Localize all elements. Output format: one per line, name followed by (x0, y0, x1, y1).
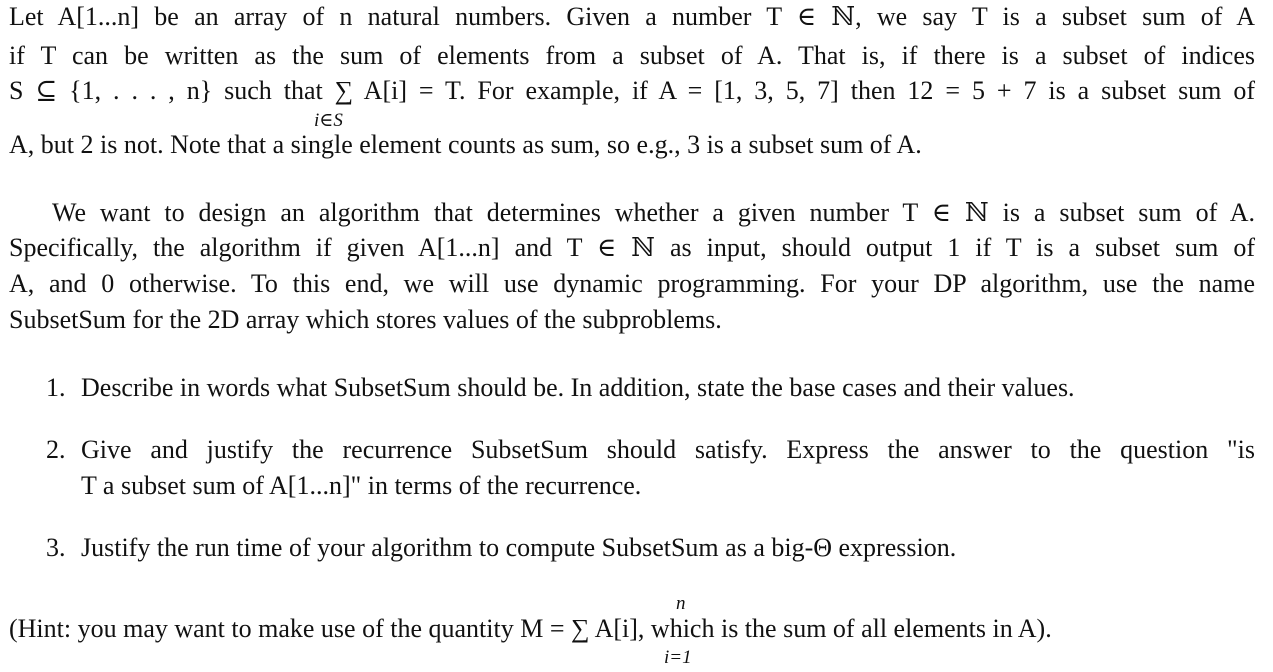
item-1-number: 1. (46, 373, 66, 402)
paragraph-1-line-3: S ⊆ {1, . . . , n} such that ∑ A[i] = T. For example, if A = [1, 3, 5, 7] then 12 = 5 + 7 is a subset sum of (9, 76, 1255, 105)
item-3-number: 3. (46, 533, 66, 562)
item-1-text: Describe in words what SubsetSum should be. In addition, state the base cases and their values. (81, 373, 1075, 402)
hint-sum-upper-limit: n (676, 593, 686, 614)
summation-index-subscript: i∈S (314, 110, 343, 131)
paragraph-1-line-1: Let A[1...n] be an array of n natural numbers. Given a number T ∈ ℕ, we say T is a subset sum of A (9, 2, 1255, 31)
hint-text: (Hint: you may want to make use of the quantity M = ∑ A[i], which is the sum of all elements in A). (9, 614, 1052, 643)
paragraph-2-line-1: We want to design an algorithm that determines whether a given number T ∈ ℕ is a subset sum of A. (52, 198, 1255, 227)
hint-sum-lower-limit: i=1 (664, 647, 692, 668)
paragraph-2-line-3: A, and 0 otherwise. To this end, we will use dynamic programming. For your DP algorithm, use the name (9, 269, 1255, 298)
paragraph-1-line-2: if T can be written as the sum of elements from a subset of A. That is, if there is a subset of indices (9, 41, 1255, 70)
paragraph-1-line-4: A, but 2 is not. Note that a single element counts as sum, so e.g., 3 is a subset sum of A. (9, 130, 922, 159)
item-3-text: Justify the run time of your algorithm to compute SubsetSum as a big-Θ expression. (81, 533, 957, 562)
paragraph-2-line-4: SubsetSum for the 2D array which stores values of the subproblems. (9, 305, 722, 334)
item-2-number: 2. (46, 435, 66, 464)
item-2-text-line-1: Give and justify the recurrence SubsetSum should satisfy. Express the answer to the question "is (81, 435, 1255, 464)
item-2-text-line-2: T a subset sum of A[1...n]" in terms of the recurrence. (81, 471, 642, 500)
paragraph-2-line-2: Specifically, the algorithm if given A[1...n] and T ∈ ℕ as input, should output 1 if T is a subset sum of (9, 233, 1255, 262)
